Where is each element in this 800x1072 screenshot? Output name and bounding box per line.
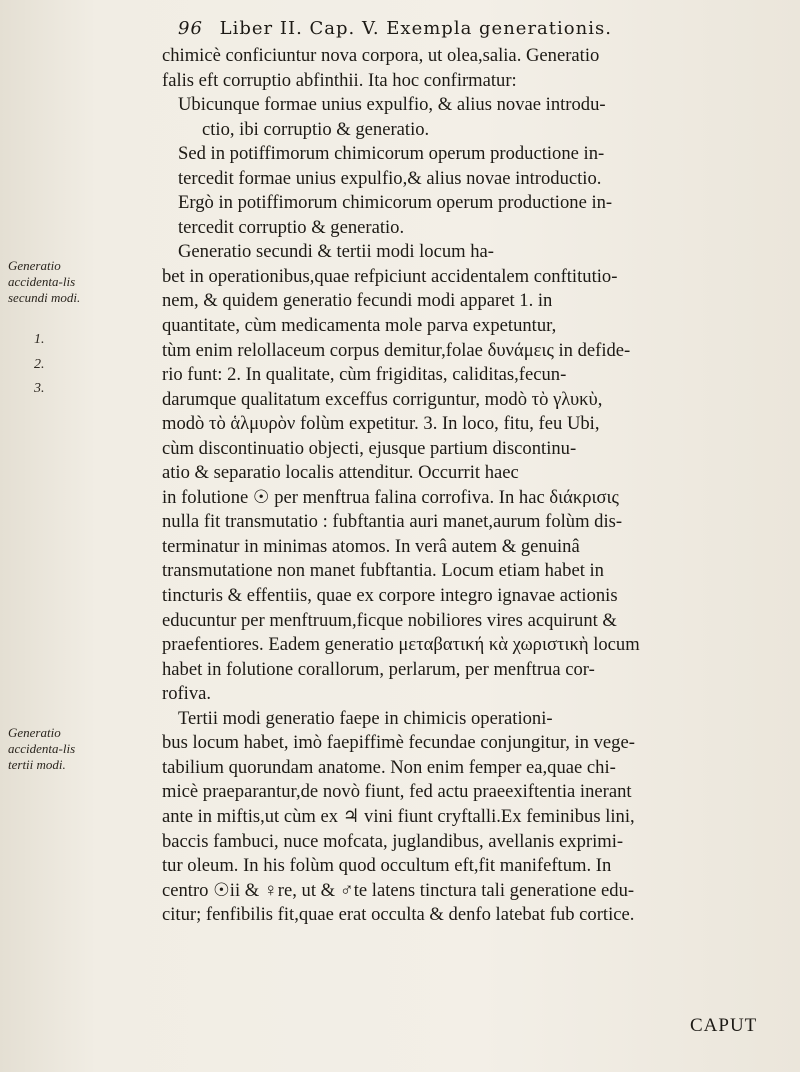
text-line: modò τὸ ἁλμυρὸν folùm expetitur. 3. In loco, fitu, feu Ubi,	[162, 413, 600, 435]
text-line: rofiva.	[162, 683, 212, 705]
text-line: tercedit formae unius expulfio,& alius novae introductio.	[178, 167, 602, 189]
text-line: habet in folutione corallorum, perlarum, per menftrua cor-	[162, 658, 595, 680]
text-line: baccis fambuci, nuce mofcata, juglandibus, avellanis exprimi-	[162, 830, 624, 852]
text-line: Sed in potiffimorum chimicorum operum productione in-	[178, 143, 605, 165]
text-line: transmutatione non manet fubftantia. Locum etiam habet in	[162, 560, 604, 582]
text-line: bet in operationibus,quae refpiciunt accidentalem conftitutio-	[162, 265, 618, 287]
margin-number-1: 1.	[34, 332, 45, 347]
text-line: ctio, ibi corruptio & generatio.	[202, 118, 430, 140]
text-line: tabilium quorundam anatome. Non enim femper ea,quae chi-	[162, 756, 616, 778]
margin-note-secundi: Generatio accidenta-lis secundi modi.	[8, 258, 81, 305]
text-line: educuntur per menftruum,ficque nobiliores vires acquirunt &	[162, 609, 617, 631]
running-title: Liber II. Cap. V. Exempla generationis.	[219, 18, 612, 39]
text-line: nem, & quidem generatio fecundi modi apparet 1. in	[162, 290, 553, 312]
text-line: micè praeparantur,de novò fiunt, fed actu praeexiftentia inerant	[162, 781, 632, 803]
text-line: tercedit corruptio & generatio.	[178, 216, 405, 238]
text-line: terminatur in minimas atomos. In verâ autem & genuinâ	[162, 535, 580, 557]
main-text	[162, 44, 782, 928]
running-header	[178, 18, 778, 39]
margin-number-3: 3.	[34, 381, 45, 396]
text-line: darumque qualitatum exceffus corriguntur, modò τὸ γλυκὺ,	[162, 388, 603, 410]
text-line: falis eft corruptio abfinthii. Ita hoc confirmatur:	[162, 69, 517, 91]
text-line: in folutione ☉ per menftrua falina corrofiva. In hac διάκρισις	[162, 486, 619, 508]
text-line: citur; fenfibilis fit,quae erat occulta & denfo latebat fub cortice.	[162, 904, 635, 926]
text-line: bus locum habet, imò faepiffimè fecundae conjungitur, in vege-	[162, 732, 635, 754]
page-number: 96	[178, 18, 203, 39]
text-line: Ubicunque formae unius expulfio, & alius novae introdu-	[178, 94, 606, 116]
text-line: cùm discontinuatio objecti, ejusque partium discontinu-	[162, 437, 577, 459]
text-line: rio funt: 2. In qualitate, cùm frigiditas, caliditas,fecun-	[162, 364, 567, 386]
text-line: centro ☉ii & ♀re, ut & ♂te latens tinctura tali generatione edu-	[162, 879, 635, 901]
text-line: Tertii modi generatio faepe in chimicis operationi-	[178, 707, 553, 729]
text-line: Ergò in potiffimorum chimicorum operum productione in-	[178, 192, 613, 214]
catchword: CAPUT	[690, 1015, 758, 1036]
text-line: nulla fit transmutatio : fubftantia auri manet,aurum folùm dis-	[162, 511, 623, 533]
text-line: quantitate, cùm medicamenta mole parva expetuntur,	[162, 315, 557, 337]
text-line: ante in miftis,ut cùm ex ♃ vini fiunt cryftalli.Ex feminibus lini,	[162, 805, 635, 827]
text-line: tincturis & effentiis, quae ex corpore integro ignavae actionis	[162, 585, 618, 607]
text-line: Generatio secundi & tertii modi locum ha-	[178, 241, 495, 263]
text-line: tùm enim relollaceum corpus demitur,folae δυνάμεις in defide-	[162, 339, 631, 361]
text-line: praefentiores. Eadem generatio μεταβατική κὰ χωριστικὴ locum	[162, 634, 640, 656]
text-line: chimicè conficiuntur nova corpora, ut olea,salia. Generatio	[162, 45, 600, 66]
text-line: atio & separatio localis attenditur. Occurrit haec	[162, 462, 519, 484]
margin-number-2: 2.	[34, 357, 45, 372]
margin-note-tertii: Generatio accidenta-lis tertii modi.	[8, 725, 76, 772]
text-line: tur oleum. In his folùm quod occultum eft,fit manifeftum. In	[162, 855, 612, 877]
